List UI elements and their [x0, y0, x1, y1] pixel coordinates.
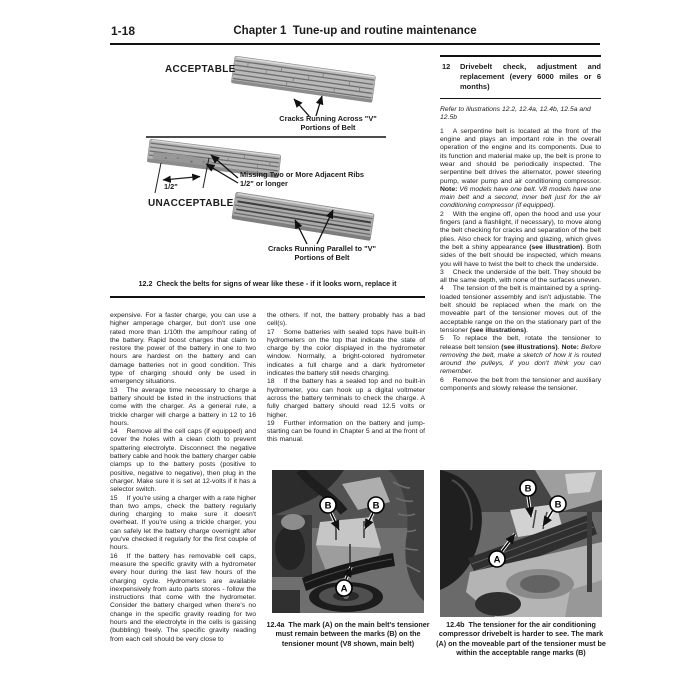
- photo-12-4a: [272, 470, 424, 613]
- callout-b2-label: B: [554, 499, 562, 511]
- section-heading: [440, 57, 601, 98]
- cracks-across-arrows: [294, 96, 322, 116]
- chapter-header: Chapter 1 Tune-up and routine maintenance: [233, 25, 477, 37]
- figure-callout-cracks-across: Cracks Running Across "V" Portions of Belt: [279, 114, 377, 132]
- callout-b2-label: B: [372, 500, 380, 512]
- callout-b1-label: B: [524, 483, 532, 495]
- figure-bottom-rule: [110, 296, 425, 298]
- photo-12-4b-image: [440, 470, 602, 617]
- callout-b1-label: B: [324, 500, 332, 512]
- paragraph: 4 The tension of the belt is maintained by a spring-loaded tensioner assembly and isn't adjustable. The belt should be replaced when the mark on the moveable part of the tensioner moves out of the acceptable range on the on the stationary part of the tensioner (see illustrations).: [440, 285, 601, 334]
- photo-12-4a-caption: 12.4a The mark (A) on the main belt's tensioner must remain between the marks (B) on the tensioner mount (V8 shown, main belt): [266, 620, 430, 648]
- callout-b2: [368, 497, 384, 513]
- left-text-column: [110, 312, 256, 644]
- callout-a: [489, 551, 505, 567]
- paragraph: expensive. For a faster charge, you can use a higher amperage charger, but don't use one rated more than 1/10th the amp/hour rating of the battery. Rapid boost charges that claim to restore the power of the battery in one to two hours are hardest on the battery and can damage batteries not in good condition. This type of charging should only be used in emergency situations.: [110, 312, 256, 386]
- header-rule: [110, 43, 600, 45]
- belt-unacceptable-graphic: [232, 192, 375, 241]
- paragraph: 14 Remove all the cell caps (if equipped) and cover the holes with a clean cloth to prevent spattering electrolyte. Disconnect the negative battery cable and hook the battery charger cable clamps up to the battery posts (positive to positive, negative to negative), then plug in the charger. Make sure it is set at 12-volts if it has a selector switch.: [110, 428, 256, 494]
- figure-dimension-label: 1/2": [164, 182, 178, 191]
- right-text-column: [440, 55, 601, 393]
- section-title: Drivebelt check, adjustment and replacement (every 6000 miles or 6 months): [460, 61, 601, 91]
- page-number: 1-18: [111, 24, 136, 38]
- figure-label-unacceptable: UNACCEPTABLE: [148, 198, 234, 209]
- section-number: 12: [442, 61, 451, 71]
- paragraph: 3 Check the underside of the belt. They should be all the same depth, with none of the surfaces uneven.: [440, 268, 601, 285]
- section-paragraphs: [440, 128, 601, 394]
- refer-line: Refer to illustrations 12.2, 12.4a, 12.4b, 12.5a and 12.5b: [440, 106, 591, 122]
- paragraph: 1 A serpentine belt is located at the front of the engine and plays an important role in the overall operation of the engine and its components. Due to its function and material make up, the belt is prone to wear and should be periodically inspected. The serpentine belt drives the alternator, power steering pump, water pump and air conditioning compressor. Note: V6 models have one belt. V8 models have one main belt and a second, inner belt just for the air conditioning compressor (if equipped).: [440, 127, 601, 210]
- paragraph: 6 Remove the belt from the tensioner and auxiliary components and slowly release the tensioner.: [440, 376, 601, 392]
- paragraph: 17 Some batteries with sealed tops have built-in hydrometers on the top that indicate the state of charge by the color displayed in the hydrometer window. Normally, a bright-colored hydrometer indicates a full charge and a dark hydrometer indicates the battery still needs charging.: [267, 328, 425, 378]
- callout-b1: [520, 480, 536, 496]
- section-bottom-rule: [440, 98, 601, 100]
- paragraph: 2 With the engine off, open the hood and use your fingers (and a flashlight, if necessary), to move along the belt checking for cracks and separation of the belt plies. Also check for fraying and glazing, which gives the belt a shiny appearance (see illustration). Both sides of the belt should be inspected, which means you will have to twist the belt to check the underside.: [440, 210, 602, 268]
- callout-a-label: A: [340, 583, 348, 595]
- callout-a: [336, 580, 352, 596]
- paragraph: the others. If not, the battery probably has a bad cell(s).: [267, 312, 425, 328]
- paragraph: 13 The average time necessary to charge a battery should be listed in the instructions that come with the charger. As a general rule, a trickle charger will charge a battery in 12 to 16 hours.: [110, 386, 256, 427]
- callout-b1: [320, 497, 336, 513]
- figure-callout-missing-ribs: Missing Two or More Adjacent Ribs 1/2" or longer: [240, 170, 365, 188]
- photo-12-4a-image: [272, 470, 424, 613]
- middle-text-column: [267, 312, 425, 445]
- figure-label-acceptable: ACCEPTABLE: [165, 64, 236, 75]
- paragraph: 5 To replace the belt, rotate the tensioner to release belt tension (see illustrations). Note: Before removing the belt, make a sketch of how it is routed around the pulleys, if you don't think you can remember.: [440, 335, 601, 376]
- belt-acceptable-graphic: [231, 56, 375, 102]
- figure-callout-cracks-parallel: Cracks Running Parallel to "V" Portions of Belt: [267, 244, 377, 262]
- photo-12-4b-caption: 12.4b The tensioner for the air conditioning compressor drivebelt is harder to see. The mark (A) on the moveable part of the tensioner must be within the acceptable range marks (B): [436, 620, 606, 657]
- paragraph: 19 Further information on the battery and jump-starting can be found in Chapter 5 and at the front of this manual.: [267, 419, 425, 444]
- paragraph: 16 If the battery has removable cell caps, measure the specific gravity with a hydrometer every hour during the last few hours of the charging cycle. Hydrometers are available inexpensively from auto parts stores - follow the instructions that come with the hydrometer. Consider the battery charged when there's no change in the specific gravity reading for two hours and the electrolyte in the cells is gassing (bubbling) freely. The specific gravity reading from each cell should be very close to: [110, 552, 256, 643]
- paragraph: 15 If you're using a charger with a rate higher than two amps, check the battery regularly during charging to make sure it doesn't overheat. If you're using a trickle charger, you can safely let the battery charge overnight after you've checked it regularly for the first couple of hours.: [110, 494, 256, 552]
- photo-12-4b: [440, 470, 602, 617]
- callout-b2: [550, 496, 566, 512]
- paragraph: 18 If the battery has a sealed top and no built-in hydrometer, you can hook up a digital voltmeter across the battery terminals to check the charge. A fully charged battery should read 12.5 volts or higher.: [267, 378, 425, 419]
- figure-belt-wear: [110, 52, 425, 300]
- callout-a-label: A: [493, 554, 501, 566]
- figure-caption: 12.2 Check the belts for signs of wear like these - if it looks worn, replace it: [138, 279, 397, 288]
